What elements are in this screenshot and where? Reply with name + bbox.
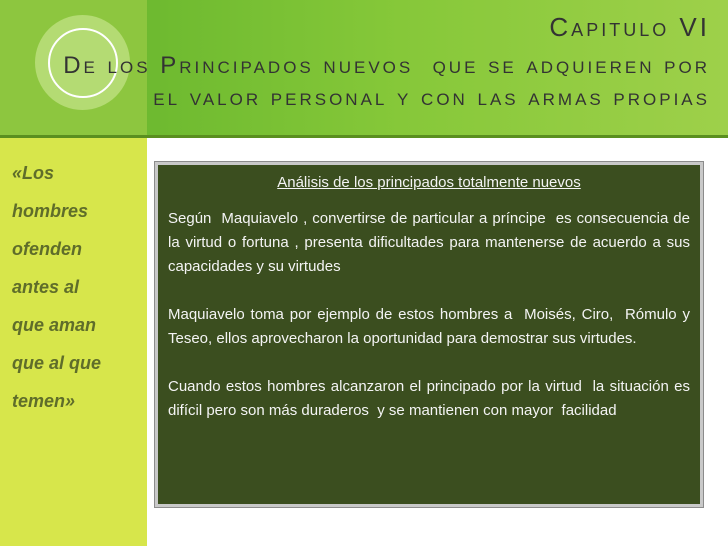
- quote-line: temen»: [12, 391, 76, 411]
- quote-line: «Los: [12, 163, 55, 183]
- chapter-subtitle: [63, 50, 710, 114]
- chapter-title: Capitulo VI: [549, 12, 710, 42]
- content-paragraph: Según Maquiavelo , convertirse de particular a príncipe es consecuencia de la virtud o fortuna , presenta dificultades para mantenerse de acuerdo a sus capacidades y su virtudes: [168, 210, 695, 275]
- quote-line: ofenden: [12, 239, 82, 259]
- quote-line: que al que: [12, 353, 102, 373]
- subtitle-line-2: el valor personal y con las armas propias: [153, 84, 710, 111]
- quote-line: antes al: [12, 277, 80, 297]
- quote-line: que aman: [12, 315, 97, 335]
- content-heading: Análisis de los principados totalmente nuevos: [277, 174, 581, 191]
- content-paragraph: Cuando estos hombres alcanzaron el principado por la virtud la situación es difícil pero son más duraderos y se mantienen con mayor facilidad: [168, 378, 695, 419]
- content-box: [155, 162, 703, 507]
- sidebar-quote: [12, 154, 142, 420]
- subtitle-line-1: De los Principados nuevos que se adquieren por: [63, 52, 710, 79]
- quote-line: hombres: [12, 201, 89, 221]
- content-paragraph: Maquiavelo toma por ejemplo de estos hombres a Moisés, Ciro, Rómulo y Teseo, ellos aprovecharon la oportunidad para demostrar sus virtudes.: [168, 306, 694, 347]
